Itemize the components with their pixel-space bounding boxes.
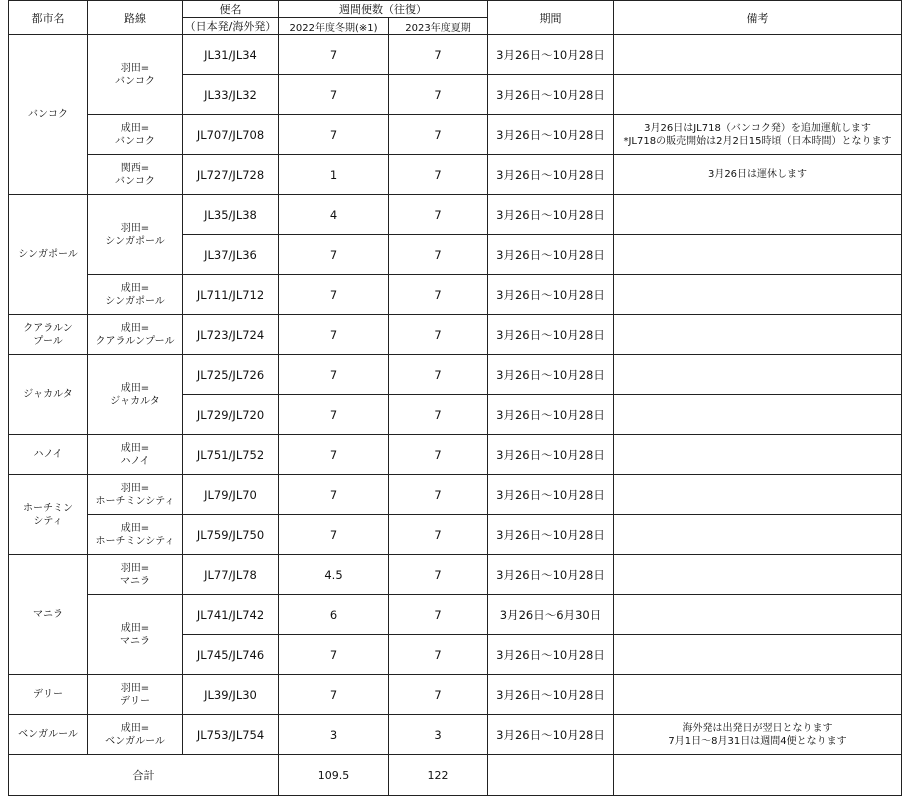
summer-weekly-count: 7 <box>389 515 488 555</box>
total-summer: 122 <box>389 755 488 796</box>
flight-number: JL723/JL724 <box>183 315 279 355</box>
header-remarks: 備考 <box>614 1 902 35</box>
table-row <box>9 515 902 555</box>
route-name-line: 羽田= <box>120 482 150 494</box>
period: 3月26日～10月28日 <box>488 275 614 315</box>
header-winter: 2022年度冬期(※1) <box>279 18 389 35</box>
winter-weekly-count: 7 <box>279 235 389 275</box>
flight-number: JL729/JL720 <box>183 395 279 435</box>
city-name: デリー <box>9 675 88 715</box>
route-name-line: 成田= <box>120 382 150 394</box>
header-weekly: 週間便数（往復） <box>279 1 488 18</box>
route-name-line: シンガポール <box>105 235 165 247</box>
route-name-line: マニラ <box>120 635 150 647</box>
flight-number: JL39/JL30 <box>183 675 279 715</box>
table-row <box>9 715 902 755</box>
summer-weekly-count: 7 <box>389 635 488 675</box>
city-name: クアラルン プール <box>9 315 88 355</box>
remarks <box>614 635 902 675</box>
route-name <box>88 275 183 315</box>
table-row <box>9 435 902 475</box>
flight-number: JL79/JL70 <box>183 475 279 515</box>
remarks <box>614 355 902 395</box>
route-name <box>88 675 183 715</box>
flight-number: JL33/JL32 <box>183 75 279 115</box>
route-name-line: バンコク <box>115 135 155 147</box>
route-name-line: 成田= <box>120 722 150 734</box>
period: 3月26日～10月28日 <box>488 515 614 555</box>
city-name: ベンガルール <box>9 715 88 755</box>
flight-number: JL77/JL78 <box>183 555 279 595</box>
flight-number: JL35/JL38 <box>183 195 279 235</box>
route-name <box>88 315 183 355</box>
total-period-empty <box>488 755 614 796</box>
winter-weekly-count: 4.5 <box>279 555 389 595</box>
flight-number: JL31/JL34 <box>183 35 279 75</box>
period: 3月26日～10月28日 <box>488 475 614 515</box>
route-name-line: クアラルンプール <box>95 335 175 347</box>
city-name: ジャカルタ <box>9 355 88 435</box>
route-name-line: マニラ <box>120 575 150 587</box>
remarks <box>614 515 902 555</box>
remarks <box>614 675 902 715</box>
summer-weekly-count: 7 <box>389 235 488 275</box>
route-name-line: バンコク <box>115 175 155 187</box>
summer-weekly-count: 7 <box>389 355 488 395</box>
header-flight: 便名 <box>183 1 279 18</box>
table-row <box>9 115 902 155</box>
remarks <box>614 275 902 315</box>
period: 3月26日～10月28日 <box>488 315 614 355</box>
route-name-line: デリー <box>120 695 150 707</box>
city-name: マニラ <box>9 555 88 675</box>
route-name-line: 成田= <box>120 442 150 454</box>
summer-weekly-count: 7 <box>389 435 488 475</box>
summer-weekly-count: 7 <box>389 195 488 235</box>
route-name-line: シンガポール <box>105 295 165 307</box>
winter-weekly-count: 1 <box>279 155 389 195</box>
flight-number: JL751/JL752 <box>183 435 279 475</box>
winter-weekly-count: 7 <box>279 675 389 715</box>
summer-weekly-count: 7 <box>389 475 488 515</box>
period: 3月26日～10月28日 <box>488 355 614 395</box>
winter-weekly-count: 7 <box>279 275 389 315</box>
table-row <box>9 195 902 235</box>
remark-line: 海外発は出発日が翌日となります <box>682 722 833 734</box>
route-name-line: 関西= <box>120 162 150 174</box>
flight-number: JL727/JL728 <box>183 155 279 195</box>
route-name-line: 成田= <box>120 322 150 334</box>
city-name: ハノイ <box>9 435 88 475</box>
route-name <box>88 475 183 515</box>
summer-weekly-count: 7 <box>389 395 488 435</box>
city-name: バンコク <box>9 35 88 195</box>
remarks <box>614 715 902 755</box>
route-name <box>88 435 183 475</box>
flight-number: JL707/JL708 <box>183 115 279 155</box>
flight-number: JL725/JL726 <box>183 355 279 395</box>
route-name-line: ハノイ <box>120 455 150 467</box>
winter-weekly-count: 3 <box>279 715 389 755</box>
remarks <box>614 195 902 235</box>
winter-weekly-count: 7 <box>279 515 389 555</box>
summer-weekly-count: 7 <box>389 555 488 595</box>
remark-line: *JL718の販売開始は2月2日15時頃（日本時間）となります <box>623 135 892 147</box>
route-name-line: 成田= <box>120 282 150 294</box>
remarks <box>614 235 902 275</box>
winter-weekly-count: 7 <box>279 475 389 515</box>
header-route: 路線 <box>88 1 183 35</box>
winter-weekly-count: 4 <box>279 195 389 235</box>
route-name-line: 羽田= <box>120 682 150 694</box>
remarks <box>614 35 902 75</box>
flight-number: JL37/JL36 <box>183 235 279 275</box>
flight-number: JL745/JL746 <box>183 635 279 675</box>
summer-weekly-count: 7 <box>389 595 488 635</box>
table-row <box>9 555 902 595</box>
period: 3月26日～10月28日 <box>488 395 614 435</box>
winter-weekly-count: 7 <box>279 75 389 115</box>
total-label: 合計 <box>9 755 279 796</box>
period: 3月26日～10月28日 <box>488 715 614 755</box>
table-row <box>9 355 902 395</box>
period: 3月26日～10月28日 <box>488 115 614 155</box>
route-name-line: ホーチミンシティ <box>95 535 175 547</box>
flight-number: JL711/JL712 <box>183 275 279 315</box>
remark-line: 7月1日～8月31日は週間4便となります <box>668 735 847 747</box>
header-summer: 2023年度夏期 <box>389 18 488 35</box>
route-name-line: 羽田= <box>120 222 150 234</box>
remarks <box>614 155 902 195</box>
route-name <box>88 355 183 435</box>
route-name <box>88 155 183 195</box>
table-row <box>9 595 902 635</box>
route-name-line: 羽田= <box>120 62 150 74</box>
winter-weekly-count: 7 <box>279 355 389 395</box>
route-name-line: ベンガルール <box>105 735 165 747</box>
winter-weekly-count: 6 <box>279 595 389 635</box>
winter-weekly-count: 7 <box>279 315 389 355</box>
header-city: 都市名 <box>9 1 88 35</box>
summer-weekly-count: 7 <box>389 315 488 355</box>
flight-number: JL759/JL750 <box>183 515 279 555</box>
route-name <box>88 515 183 555</box>
city-name: シンガポール <box>9 195 88 315</box>
total-winter: 109.5 <box>279 755 389 796</box>
summer-weekly-count: 7 <box>389 115 488 155</box>
winter-weekly-count: 7 <box>279 395 389 435</box>
remarks <box>614 115 902 155</box>
table-row <box>9 275 902 315</box>
remarks <box>614 395 902 435</box>
route-name <box>88 115 183 155</box>
summer-weekly-count: 3 <box>389 715 488 755</box>
summer-weekly-count: 7 <box>389 275 488 315</box>
summer-weekly-count: 7 <box>389 35 488 75</box>
summer-weekly-count: 7 <box>389 155 488 195</box>
header-flight-sub: （日本発/海外発） <box>183 18 279 35</box>
table-row <box>9 155 902 195</box>
route-name-line: ジャカルタ <box>110 395 160 407</box>
winter-weekly-count: 7 <box>279 115 389 155</box>
table-row <box>9 675 902 715</box>
period: 3月26日～10月28日 <box>488 635 614 675</box>
remark-line: 3月26日は運休します <box>707 169 808 180</box>
route-name-line: ホーチミンシティ <box>95 495 175 507</box>
remark-line: 3月26日はJL718（バンコク発）を追加運航します <box>644 122 871 134</box>
table-body <box>9 35 902 755</box>
winter-weekly-count: 7 <box>279 635 389 675</box>
total-remarks-empty <box>614 755 902 796</box>
header-period: 期間 <box>488 1 614 35</box>
flight-schedule-table <box>8 0 902 796</box>
remarks <box>614 315 902 355</box>
flight-number: JL753/JL754 <box>183 715 279 755</box>
table-row <box>9 475 902 515</box>
city-name: ホーチミン シティ <box>9 475 88 555</box>
route-name <box>88 35 183 115</box>
period: 3月26日～10月28日 <box>488 435 614 475</box>
period: 3月26日～10月28日 <box>488 155 614 195</box>
route-name-line: バンコク <box>115 75 155 87</box>
route-name-line: 羽田= <box>120 562 150 574</box>
route-name <box>88 195 183 275</box>
period: 3月26日～10月28日 <box>488 675 614 715</box>
route-name-line: 成田= <box>120 122 150 134</box>
table-row <box>9 35 902 75</box>
winter-weekly-count: 7 <box>279 435 389 475</box>
period: 3月26日～10月28日 <box>488 235 614 275</box>
period: 3月26日～10月28日 <box>488 75 614 115</box>
winter-weekly-count: 7 <box>279 35 389 75</box>
summer-weekly-count: 7 <box>389 75 488 115</box>
period: 3月26日～10月28日 <box>488 195 614 235</box>
remarks <box>614 555 902 595</box>
table-row <box>9 315 902 355</box>
total-row <box>9 755 902 796</box>
route-name <box>88 595 183 675</box>
flight-number: JL741/JL742 <box>183 595 279 635</box>
period: 3月26日～10月28日 <box>488 555 614 595</box>
route-name <box>88 555 183 595</box>
period: 3月26日～6月30日 <box>488 595 614 635</box>
route-name-line: 成田= <box>120 622 150 634</box>
period: 3月26日～10月28日 <box>488 35 614 75</box>
route-name-line: 成田= <box>120 522 150 534</box>
route-name <box>88 715 183 755</box>
summer-weekly-count: 7 <box>389 675 488 715</box>
remarks <box>614 435 902 475</box>
remarks <box>614 595 902 635</box>
remarks <box>614 75 902 115</box>
remarks <box>614 475 902 515</box>
